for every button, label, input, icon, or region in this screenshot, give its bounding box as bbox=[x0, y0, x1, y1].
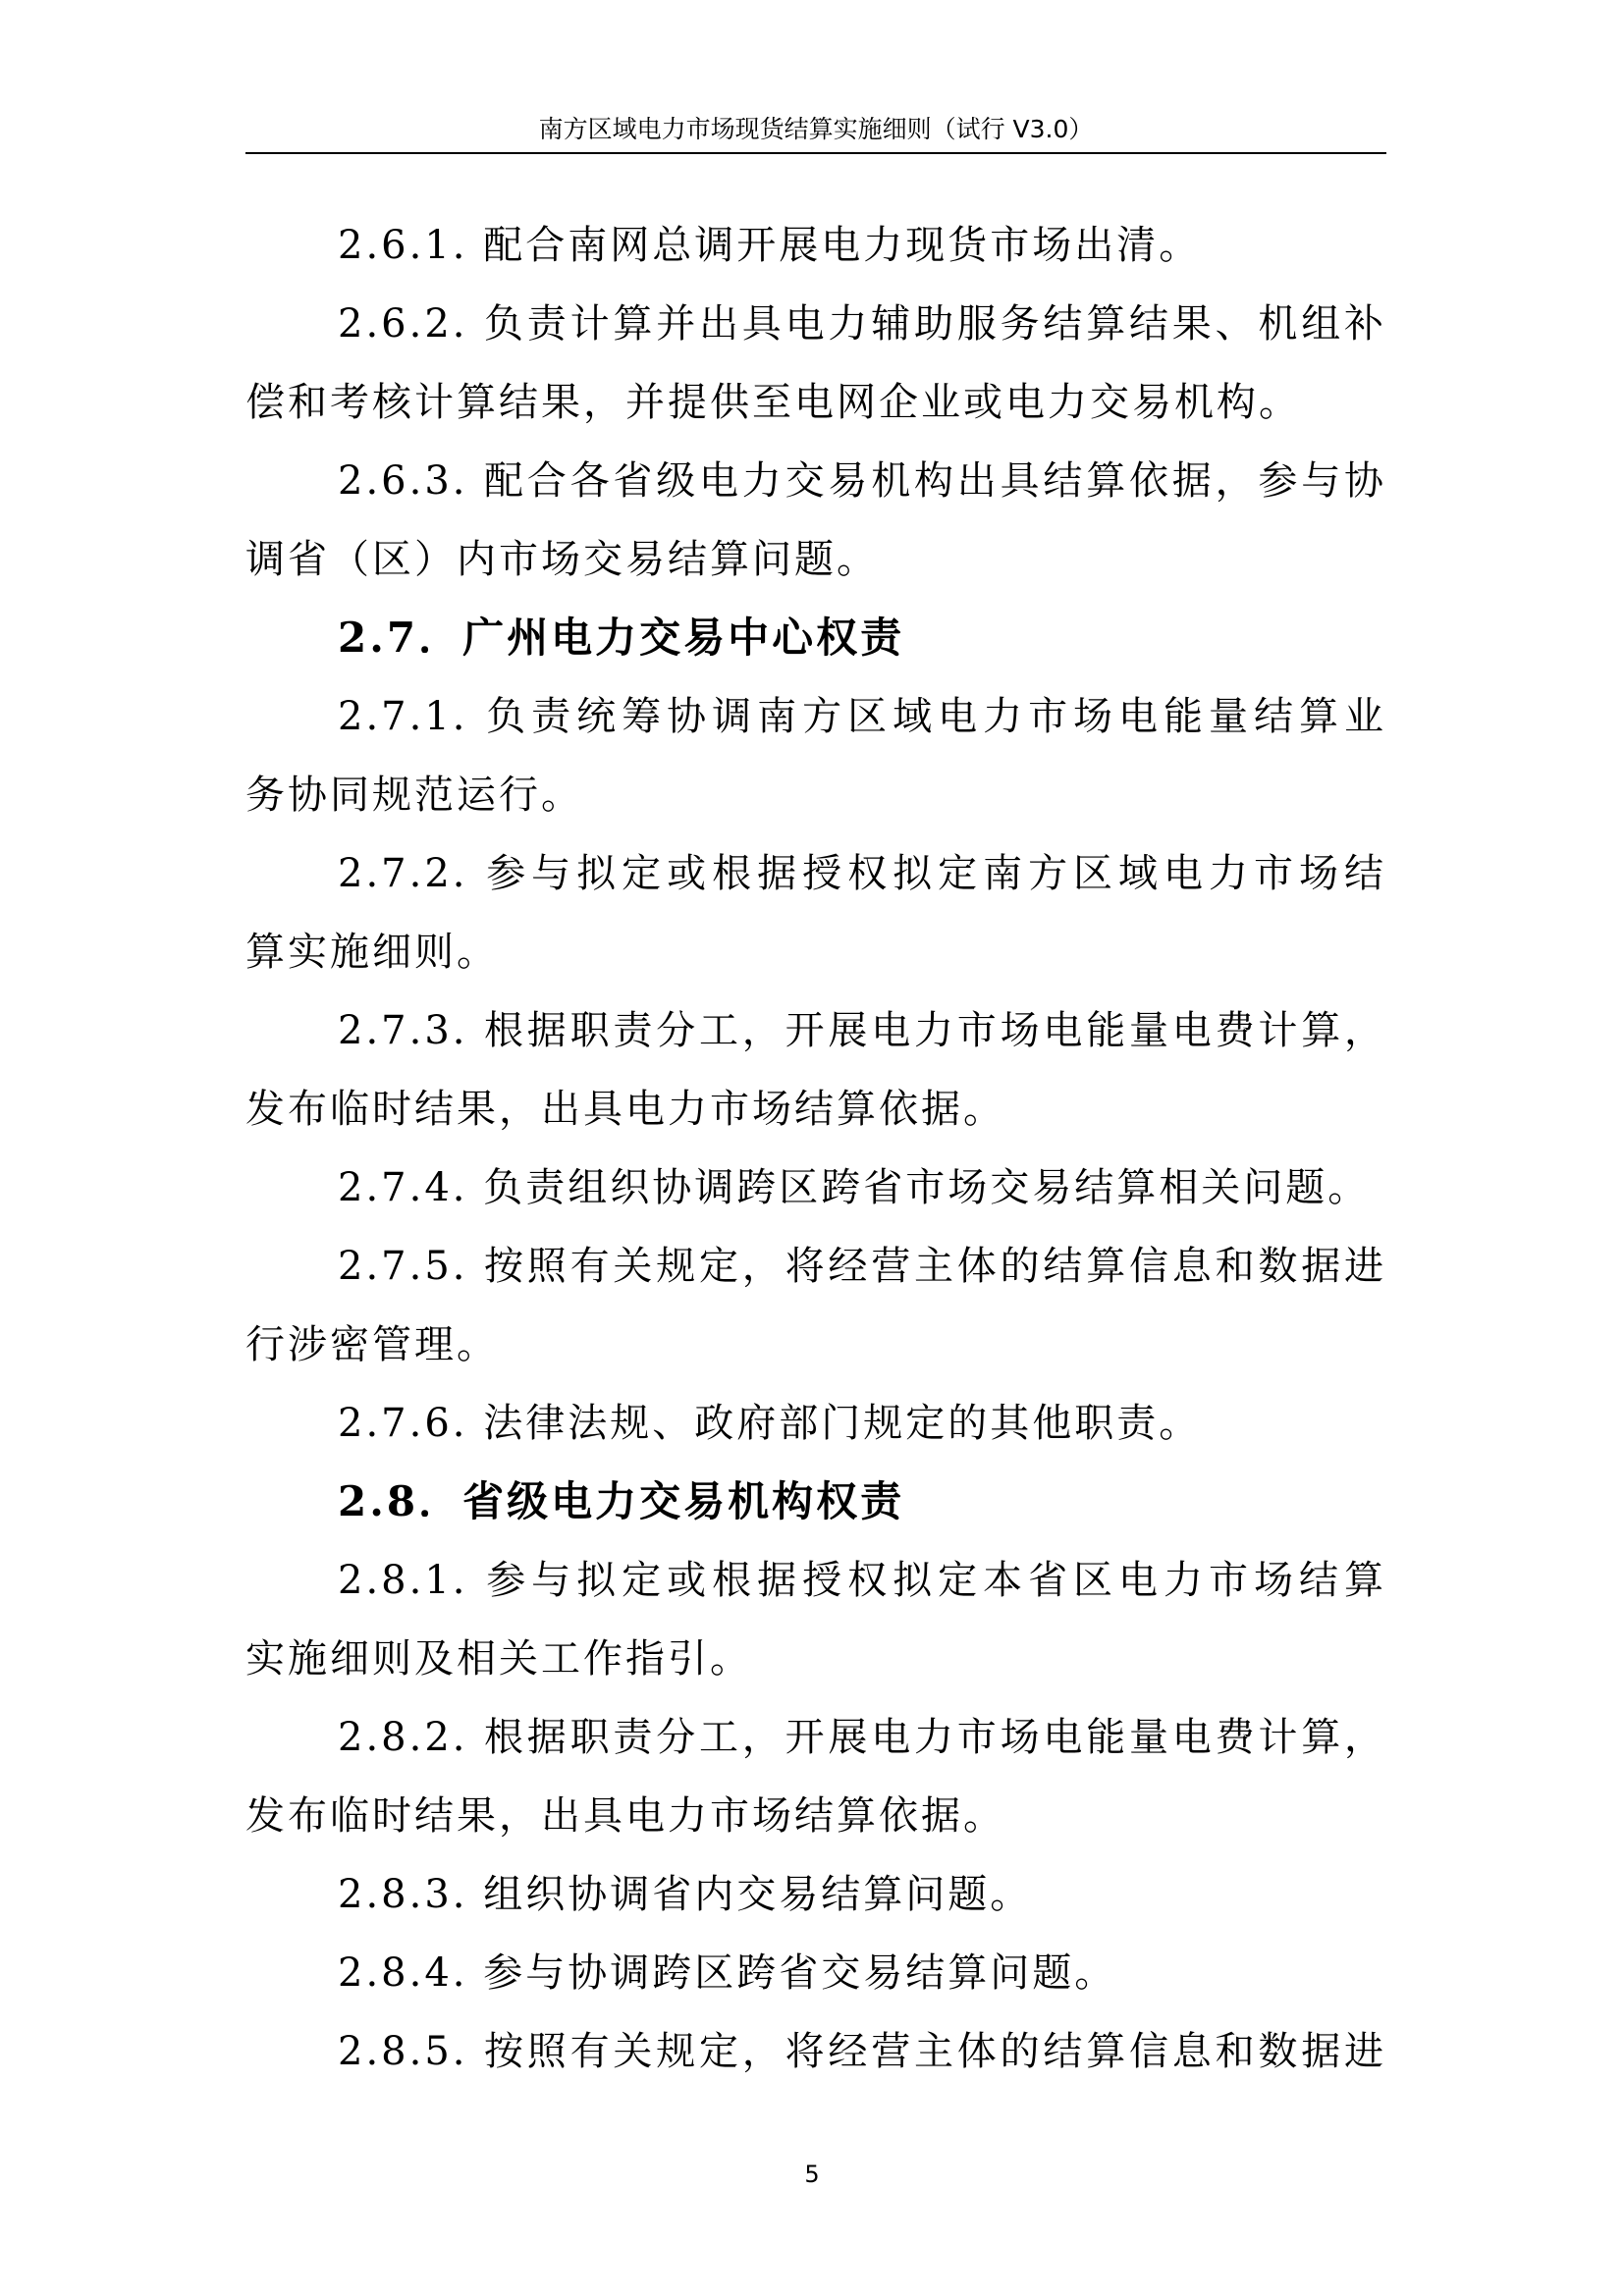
header-divider bbox=[245, 152, 1386, 154]
clause-2-8-5-line-1: 2.8.5. 按照有关规定，将经营主体的结算信息和数据进 bbox=[338, 2029, 1386, 2074]
running-header: 南方区域电力市场现货结算实施细则（试行 V3.0） bbox=[538, 115, 1094, 143]
clause-2-7-2-line-1: 2.7.2. 参与拟定或根据授权拟定南方区域电力市场结 bbox=[338, 851, 1386, 896]
clause-2-8-4: 2.8.4. 参与协调跨区跨省交易结算问题。 bbox=[338, 1950, 1117, 1996]
clause-2-6-1: 2.6.1. 配合南网总调开展电力现货市场出清。 bbox=[338, 223, 1202, 268]
clause-2-7-1-line-1: 2.7.1. 负责统筹协调南方区域电力市场电能量结算业 bbox=[338, 694, 1386, 739]
clause-2-6-2-line-1: 2.6.2. 负责计算并出具电力辅助服务结算结果、机组补 bbox=[338, 301, 1386, 347]
clause-2-7-4: 2.7.4. 负责组织协调跨区跨省市场交易结算相关问题。 bbox=[338, 1165, 1371, 1210]
clause-2-8-1-line-1: 2.8.1. 参与拟定或根据授权拟定本省区电力市场结算 bbox=[338, 1558, 1386, 1603]
clause-2-7-3-line-2: 发布临时结果，出具电力市场结算依据。 bbox=[245, 1087, 1005, 1132]
clause-2-7-1-line-2: 务协同规范运行。 bbox=[245, 773, 583, 818]
page-number: 5 bbox=[804, 2161, 820, 2188]
clause-2-8-1-line-2: 实施细则及相关工作指引。 bbox=[245, 1636, 752, 1682]
clause-2-6-3-line-1: 2.6.3. 配合各省级电力交易机构出具结算依据，参与协 bbox=[338, 458, 1386, 504]
clause-2-8-3: 2.8.3. 组织协调省内交易结算问题。 bbox=[338, 1872, 1033, 1917]
section-heading-2-7: 2.7．广州电力交易中心权责 bbox=[338, 614, 905, 662]
clause-2-6-2-line-2: 偿和考核计算结果，并提供至电网企业或电力交易机构。 bbox=[245, 380, 1301, 425]
clause-2-6-3-line-2: 调省（区）内市场交易结算问题。 bbox=[245, 537, 879, 582]
clause-2-8-2-line-1: 2.8.2. 根据职责分工，开展电力市场电能量电费计算， bbox=[338, 1715, 1386, 1760]
clause-2-8-2-line-2: 发布临时结果，出具电力市场结算依据。 bbox=[245, 1793, 1005, 1839]
clause-2-7-3-line-1: 2.7.3. 根据职责分工，开展电力市场电能量电费计算， bbox=[338, 1008, 1386, 1053]
document-body bbox=[245, 206, 1386, 2091]
clause-2-7-6: 2.7.6. 法律法规、政府部门规定的其他职责。 bbox=[338, 1401, 1202, 1446]
section-heading-2-8: 2.8．省级电力交易机构权责 bbox=[338, 1477, 905, 1525]
clause-2-7-5-line-1: 2.7.5. 按照有关规定，将经营主体的结算信息和数据进 bbox=[338, 1244, 1386, 1289]
clause-2-7-2-line-2: 算实施细则。 bbox=[245, 930, 499, 975]
clause-2-7-5-line-2: 行涉密管理。 bbox=[245, 1322, 499, 1367]
